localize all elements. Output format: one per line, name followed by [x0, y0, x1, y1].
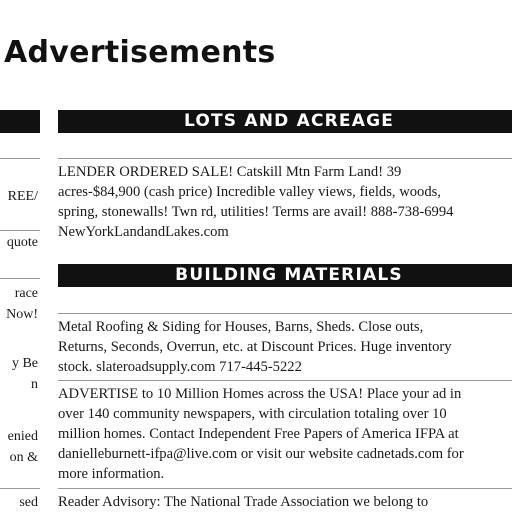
divider	[0, 158, 40, 159]
page-title: Advertisements	[4, 35, 276, 70]
ad-line: LENDER ORDERED SALE! Catskill Mtn Farm Land! 39	[58, 164, 402, 180]
ad-line: over 140 community newspapers, with circulation totaling over 10	[58, 406, 447, 422]
section-heading-building-materials: BUILDING MATERIALS	[58, 264, 512, 287]
ad-line: Returns, Seconds, Overrun, etc. at Discount Prices. Huge inventory	[58, 339, 452, 355]
left-text-fragment: quote	[6, 235, 38, 250]
left-text-fragment: n	[31, 377, 38, 392]
left-text-fragment: sed	[19, 495, 38, 510]
left-text-fragment: REE/	[7, 189, 38, 204]
divider	[58, 488, 512, 489]
ad-line: ADVERTISE to 10 Million Homes across the USA! Place your ad in	[58, 386, 462, 402]
divider	[0, 488, 40, 489]
divider	[58, 380, 512, 381]
ad-line: NewYorkLandandLakes.com	[58, 224, 229, 240]
left-text-fragment: on &	[9, 450, 38, 465]
ad-line: spring, stonewalls! Twn rd, utilities! Terms are avail! 888-738-6994	[58, 204, 454, 220]
left-text-fragment: enied	[7, 429, 38, 444]
ad-line: acres-$84,900 (cash price) Incredible valley views, fields, woods,	[58, 184, 441, 200]
left-text-fragment: y Be	[11, 356, 38, 371]
ad-line: more information.	[58, 466, 165, 482]
ad-line: Reader Advisory: The National Trade Association we belong to	[58, 494, 429, 510]
ad-line: Metal Roofing & Siding for Houses, Barns, Sheds. Close outs,	[58, 319, 424, 335]
divider	[0, 230, 40, 231]
ad-line: million homes. Contact Independent Free Papers of America IFPA at	[58, 426, 459, 442]
left-text-fragment: Now!	[6, 307, 38, 322]
classifieds-column	[58, 110, 512, 512]
ad-line: stock. slateroadsupply.com 717-445-5222	[58, 359, 302, 375]
left-section-heading-bar	[0, 110, 40, 133]
section-heading-lots-and-acreage: LOTS AND ACREAGE	[58, 110, 512, 133]
divider	[58, 158, 512, 159]
left-column-fragment	[0, 110, 40, 512]
divider	[0, 278, 40, 279]
divider	[58, 313, 512, 314]
ad-line: danielleburnett-ifpa@live.com or visit our website cadnetads.com for	[58, 446, 464, 462]
left-text-fragment: race	[14, 286, 38, 301]
